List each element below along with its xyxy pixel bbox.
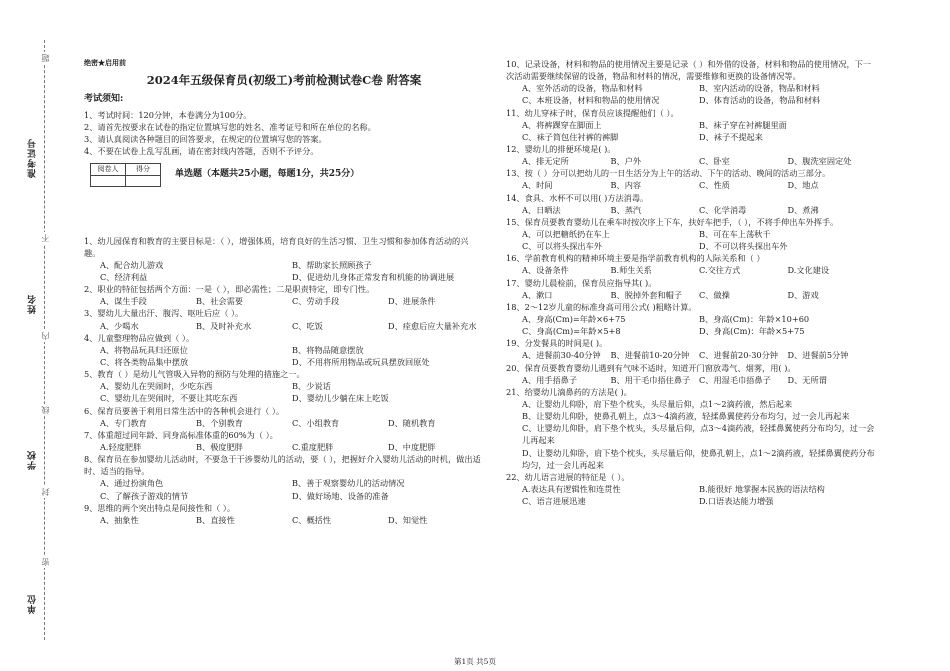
question-stem: 21、给婴幼儿滴鼻药的方法是( )。 — [506, 386, 632, 397]
question-stem: 6、保育员要善于利用日常生活中的各种机会进行（ ）。 — [84, 405, 285, 416]
question-stem: 22、幼儿语言进展的特征是（ ）。 — [506, 471, 630, 482]
answer-option[interactable]: C.交往方式 — [699, 265, 741, 276]
question-block — [506, 107, 876, 143]
answer-option[interactable]: D、让婴幼儿仰卧，肩下垫个枕头，头尽量后仰，使鼻孔朝上，点1～2滴药液，轻揉鼻翼使药分布均匀，过一会儿再起来 — [522, 447, 875, 470]
answer-option[interactable]: A、让婴幼儿仰卧，肩下垫个枕头，头尽量后仰，点1～2滴药液，然后起来 — [522, 398, 793, 409]
answer-option[interactable]: B、户外 — [610, 156, 642, 167]
answer-option[interactable]: A、用手捂鼻子 — [522, 374, 578, 385]
question-stem: 4、儿童整理物品应做到（ ）。 — [84, 332, 195, 343]
question-block — [84, 429, 484, 453]
question-block — [506, 143, 876, 167]
school-label: 学校 — [28, 450, 38, 470]
question-stem: 18、2～12岁儿童的标准身高可用公式( )粗略计算。 — [506, 301, 697, 312]
seal-note: 题 — [41, 54, 50, 62]
score-cell[interactable] — [126, 175, 161, 186]
option-group — [84, 380, 484, 404]
grader-label: 阅卷人 — [91, 164, 126, 175]
answer-option[interactable]: A、室外活动的设备，物品和材料 — [522, 83, 643, 94]
question-list-right — [506, 58, 876, 507]
seal-note: 内 — [41, 332, 50, 340]
answer-option[interactable]: D、煮沸 — [787, 204, 819, 215]
question-stem: 11、幼儿穿袜子时，保育员应该提醒他们（ ）。 — [506, 107, 679, 118]
answer-option[interactable]: B、少说话 — [292, 381, 331, 392]
answer-option[interactable]: D、身高(Cm)：年龄×5+75 — [699, 326, 805, 337]
question-block — [506, 471, 876, 507]
answer-option[interactable]: C、婴幼儿在哭闹时，不要让其吃东西 — [100, 393, 238, 404]
answer-option[interactable]: B、室内活动的设备，物品和材料 — [699, 83, 820, 94]
answer-option[interactable]: B、内容 — [610, 180, 642, 191]
notice-item: 3、请认真阅读各种题目的回答要求，在规定的位置填写您的答案。 — [84, 133, 327, 144]
answer-option[interactable]: A、婴幼儿在哭闹时，少吃东西 — [100, 381, 213, 392]
answer-option[interactable]: C、让婴幼儿仰卧，肩下垫个枕头，头尽量后仰，点3～4滴药液，轻揉鼻翼使药分布均匀，过一会儿再起来 — [522, 423, 875, 446]
seal-note: 封 — [41, 488, 50, 496]
answer-option[interactable]: A.轻度肥胖 — [100, 442, 142, 452]
answer-option[interactable]: D、游戏 — [787, 289, 819, 300]
option-group — [506, 119, 876, 143]
option-group — [84, 477, 484, 501]
page-footer: 第1页 共5页 — [454, 657, 496, 666]
answer-option[interactable]: A、排无定所 — [522, 156, 569, 167]
question-block — [506, 277, 876, 301]
notice-heading: 考试须知: — [84, 94, 124, 105]
answer-option[interactable]: D、腹洗室固定处 — [787, 156, 852, 167]
right-column — [506, 58, 876, 507]
answer-option[interactable]: D.口语表达能力增强 — [699, 496, 774, 507]
option-group — [506, 313, 876, 337]
left-column — [84, 58, 484, 526]
answer-option[interactable]: A、专门教育 — [100, 417, 147, 428]
answer-option[interactable]: A、将物品玩具归还原位 — [100, 344, 188, 355]
answer-option[interactable]: D、不可以将头探出车外 — [699, 241, 788, 252]
answer-option[interactable]: B、善于观察婴幼儿的活动情况 — [292, 478, 405, 489]
option-group — [506, 483, 876, 507]
option-group — [84, 417, 484, 429]
answer-option[interactable]: A、时间 — [522, 180, 553, 191]
seal-note: 密 — [41, 558, 50, 566]
option-group — [506, 349, 876, 361]
answer-option[interactable]: A、设备条件 — [522, 265, 569, 276]
page-title: 2024年五级保育员(初级工)考前检测试卷C卷 附答案 — [146, 73, 422, 88]
answer-option[interactable]: D、进展条件 — [388, 296, 436, 307]
question-stem: 17、婴幼儿晨检前，保育员应指导其( )。 — [506, 277, 657, 288]
answer-option[interactable]: D.文化建设 — [787, 265, 830, 276]
option-group — [84, 259, 484, 283]
option-group — [506, 155, 876, 167]
question-stem: 5、教育（ ）是幼儿气管吸入异物的预防与处理的措施之一。 — [84, 369, 305, 380]
answer-option[interactable]: C、了解孩子游戏的情节 — [100, 490, 189, 501]
grader-cell[interactable] — [91, 175, 126, 186]
answer-option[interactable]: B、极度肥胖 — [196, 442, 243, 452]
option-group — [84, 344, 484, 368]
question-stem: 13、按（ ）分可以把幼儿的一日生活分为上午的活动、下午的活动、晚间的活动三部分。 — [506, 168, 831, 179]
answer-option[interactable]: C、本班设备，材料和物品的使用情况 — [522, 95, 660, 106]
score-row — [84, 163, 484, 186]
option-group — [506, 398, 876, 471]
answer-option[interactable]: A、身高(Cm)=年龄×6+75 — [522, 313, 626, 324]
answer-option[interactable]: A.表达具有逻辑性和连贯性 — [522, 483, 621, 494]
answer-option[interactable]: B、及时补充水 — [196, 320, 252, 331]
question-block — [506, 167, 876, 191]
answer-option[interactable]: C、性质 — [699, 180, 730, 191]
answer-option[interactable]: B、袜子穿在衬裤腿里面 — [699, 119, 787, 130]
answer-option[interactable]: B、进餐前10-20分钟 — [610, 350, 690, 361]
seal-note: 线 — [41, 406, 50, 414]
binding-margin — [0, 0, 72, 671]
answer-option[interactable]: A、少喝水 — [100, 320, 139, 331]
answer-option[interactable]: B、帮助家长照顾孩子 — [292, 259, 372, 270]
answer-option[interactable]: B.师生关系 — [610, 265, 652, 276]
answer-option[interactable]: A、日晒法 — [522, 204, 561, 215]
answer-option[interactable]: B、直接性 — [196, 514, 235, 525]
answer-option[interactable]: D、知觉性 — [388, 514, 428, 525]
answer-option[interactable]: A、可以把糖纸扔在车上 — [522, 228, 610, 239]
answer-option[interactable]: B、蒸汽 — [610, 204, 642, 215]
answer-option[interactable]: C、化学消毒 — [699, 204, 747, 215]
question-block — [506, 337, 876, 361]
answer-option[interactable]: D、袜子不提起来 — [699, 131, 763, 142]
question-stem: 12、婴幼儿的排便环境是( )。 — [506, 143, 616, 154]
question-stem: 10、记录设备，材料和物品的使用情况主要是记录（ ）和外借的设备，材料和物品的使用情况，下一次活动需要继续保留的设备，物品和材料的情况，需要维修和更换的设备情况等。 — [506, 59, 872, 82]
answer-option[interactable]: A、通过扮演角色 — [100, 478, 164, 489]
answer-option[interactable]: C、劳动手段 — [292, 296, 340, 307]
name-label: 姓名 — [28, 294, 38, 314]
notice-item: 1、考试时间：120分钟，本卷满分为100分。 — [84, 109, 252, 120]
score-table — [90, 163, 161, 186]
answer-option[interactable]: B.能很好 地掌握本民族的语法结构 — [699, 483, 825, 494]
secret-mark: 绝密★启用前 — [84, 58, 126, 67]
answer-option[interactable]: D、不用将所用物品或玩具摆放回原处 — [292, 357, 430, 368]
notice-item: 4、不要在试卷上乱写乱画，请在密封线内答题，否则不予评分。 — [84, 146, 319, 157]
question-stem: 19、分发餐具的时间是( )。 — [506, 338, 608, 349]
answer-option[interactable]: C、身高(Cm)=年龄×5+8 — [522, 326, 621, 337]
notice-item: 2、请首先按要求在试卷的指定位置填写您的姓名、准考证号和所在单位的名称。 — [84, 121, 376, 132]
answer-option[interactable]: A、抽象性 — [100, 514, 139, 525]
question-block — [506, 216, 876, 252]
answer-option[interactable]: A、谋生手段 — [100, 296, 147, 307]
option-group — [506, 179, 876, 191]
section-title: 单选题（本题共25小题，每题1分，共25分） — [175, 169, 360, 180]
exam-number-label: 准考证号 — [28, 138, 38, 178]
option-group — [506, 82, 876, 106]
question-stem: 3、婴幼儿大量出汗、腹泻、呕吐后应（ ）。 — [84, 308, 244, 319]
question-block — [506, 58, 876, 107]
unit-label: 单位 — [28, 594, 38, 614]
notice-list — [84, 109, 484, 158]
answer-option[interactable]: A、配合幼儿游戏 — [100, 259, 164, 270]
question-stem: 14、食具、水杯不可以用( )方法消毒。 — [506, 192, 649, 203]
question-stem: 8、保育员在参加婴幼儿活动时，不要急于干涉婴幼儿的活动，要（ ），把握好介入婴幼儿活动的时机，做出适时、适当的指导。 — [84, 454, 481, 477]
question-stem: 2、职业的特征包括两个方面：一是（ ），即必需性；二是职责特定，即专门性。 — [84, 284, 375, 295]
answer-option[interactable]: B、身高(Cm)：年龄×10+60 — [699, 313, 810, 324]
answer-option[interactable]: D、做好场地、设备的准备 — [292, 490, 389, 501]
answer-option[interactable]: C、吃饭 — [292, 320, 323, 331]
question-block — [506, 362, 876, 386]
question-block — [84, 405, 484, 429]
option-group — [506, 264, 876, 276]
question-block — [84, 453, 484, 502]
answer-option[interactable]: D、无所谓 — [787, 374, 827, 385]
answer-option[interactable]: D、随机教育 — [388, 417, 436, 428]
answer-option[interactable]: A、将裤踝穿在脚面上 — [522, 119, 602, 130]
answer-option[interactable]: C、将各类物品集中摆放 — [100, 357, 189, 368]
option-group — [84, 295, 484, 307]
answer-option[interactable]: C、可以将头探出车外 — [522, 241, 602, 252]
question-stem: 16、学前教育机构的精神环境主要是指学前教育机构的人际关系和（ ） — [506, 253, 765, 264]
answer-option[interactable]: D、婴幼儿少躺在床上吃饭 — [292, 393, 389, 404]
answer-option[interactable]: C、经济利益 — [100, 272, 148, 283]
answer-option[interactable]: C.重度肥胖 — [292, 442, 334, 452]
question-block — [84, 235, 484, 284]
question-stem: 15、保育员要教育婴幼儿在乘车时按次序上下车，扶好车把手，（ ），不将手伸出车外挥手。 — [506, 216, 839, 227]
question-block — [506, 301, 876, 337]
answer-option[interactable]: C、卧室 — [699, 156, 730, 167]
answer-option[interactable]: D、进餐前5分钟 — [787, 350, 849, 361]
answer-option[interactable]: C、小组教育 — [292, 417, 340, 428]
answer-option[interactable]: C、袜子筒包住衬裤的裤脚 — [522, 131, 619, 142]
question-stem: 1、幼儿园保育和教育的主要目标是：（ ），增强体质，培育良好的生活习惯、卫生习惯和参加体育活动的兴趣。 — [84, 235, 469, 258]
seal-note: 不 — [41, 234, 50, 242]
answer-option[interactable]: C、语言进展迅速 — [522, 496, 586, 507]
question-block — [506, 252, 876, 276]
answer-option[interactable]: C、概括性 — [292, 514, 332, 525]
option-group — [84, 320, 484, 332]
answer-option[interactable]: D、痊愈后应大量补充水 — [388, 320, 477, 331]
answer-option[interactable]: B、社会需要 — [196, 296, 243, 307]
answer-option[interactable]: B、可在车上荡秋千 — [699, 228, 771, 239]
option-group — [506, 204, 876, 216]
answer-option[interactable]: C、做操 — [699, 289, 730, 300]
answer-option[interactable]: B、将物品随意摆放 — [292, 344, 364, 355]
option-group — [506, 374, 876, 386]
question-block — [506, 192, 876, 216]
answer-option[interactable]: D、中度肥胖 — [388, 442, 436, 452]
question-block — [84, 307, 484, 331]
answer-option[interactable]: D、体育活动的设备，物品和材料 — [699, 95, 821, 106]
answer-option[interactable]: C、用湿毛巾捂鼻子 — [699, 374, 771, 385]
question-stem: 9、思维的两个突出特点是间接性和（ ）。 — [84, 502, 236, 513]
option-group — [506, 228, 876, 252]
answer-option[interactable]: B、让婴幼儿仰卧，使鼻孔朝上，点3～4滴药液，轻揉鼻翼使药分布均匀，过一会儿再起来 — [522, 411, 850, 422]
answer-option[interactable]: A、漱口 — [522, 289, 553, 300]
answer-option[interactable]: B、脱掉外套和帽子 — [610, 289, 683, 300]
question-block — [84, 368, 484, 404]
question-block — [506, 386, 876, 471]
answer-option[interactable]: D、地点 — [787, 180, 819, 191]
question-block — [84, 283, 484, 307]
question-block — [84, 502, 484, 526]
answer-option[interactable]: D、促进幼儿身体正常发育和机能的协调进展 — [292, 272, 455, 283]
answer-option[interactable]: A、进餐前30-40分钟 — [522, 350, 601, 361]
spacer — [84, 191, 484, 235]
option-group — [506, 289, 876, 301]
question-stem: 7、体重超过同年龄、同身高标准体重的60%为（ ）。 — [84, 429, 278, 440]
score-label: 得分 — [126, 164, 161, 175]
option-group — [84, 514, 484, 526]
option-group — [84, 441, 484, 453]
answer-option[interactable]: C、进餐前20-30分钟 — [699, 350, 778, 361]
answer-option[interactable]: B、个别教育 — [196, 417, 243, 428]
question-list-left — [84, 235, 484, 526]
question-stem: 20、保育员要教育婴幼儿遇到有气味不适时，知道开门窗放毒气、烟雾，用( )。 — [506, 362, 796, 373]
question-block — [84, 332, 484, 368]
answer-option[interactable]: B、用干毛巾捂住鼻子 — [610, 374, 691, 385]
